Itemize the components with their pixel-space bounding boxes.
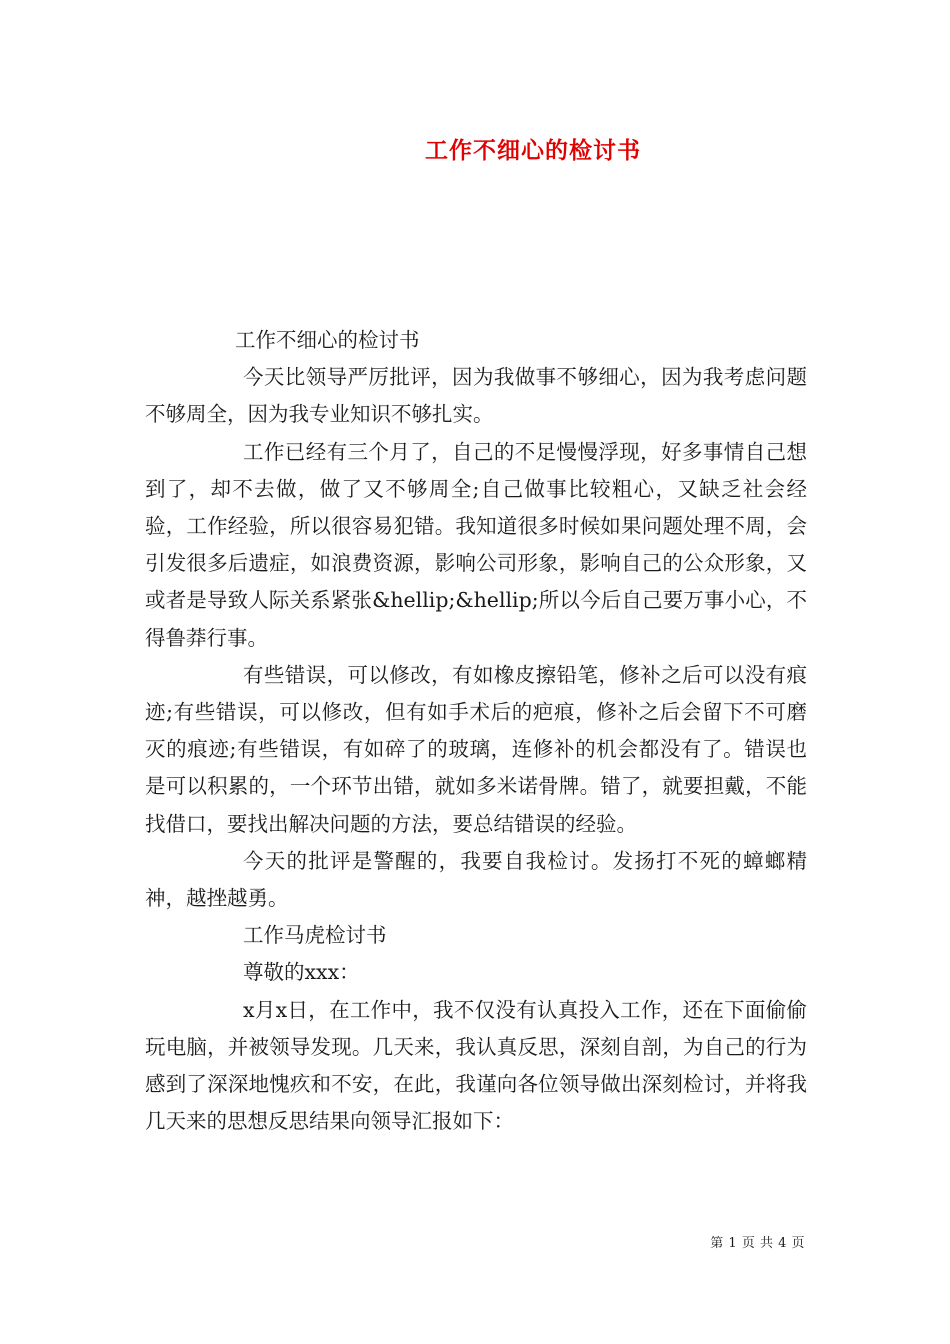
paragraph: x月x日，在工作中，我不仅没有认真投入工作，还在下面偷偷玩电脑，并被领导发现。几天来，我认真反思，深刻自剖，为自己的行为感到了深深地愧疚和不安，在此，我谨向各位领导做出深刻检讨，并将我几天来的思想反思结果向领导汇报如下： <box>145 997 807 1134</box>
paragraph: 有些错误，可以修改，有如橡皮擦铅笔，修补之后可以没有痕迹;有些错误，可以修改，但有如手术后的疤痕，修补之后会留下不可磨灭的痕迹;有些错误，有如碎了的玻璃，连修补的机会都没有了。错误也是可以积累的，一个环节出错，就如多米诺骨牌。错了，就要担戴，不能找借口，要找出解决问题的方法，要总结错误的经验。 <box>145 662 807 836</box>
salutation: 尊敬的xxx： <box>243 960 360 985</box>
paragraph: 工作已经有三个月了，自己的不足慢慢浮现，好多事情自己想到了，却不去做，做了又不够周全;自己做事比较粗心，又缺乏社会经验，工作经验，所以很容易犯错。我知道很多时候如果问题处理不周，会引发很多后遗症，如浪费资源，影响公司形象，影响自己的公众形象，又或者是导致人际关系紧张&hellip;&hellip;所以今后自己要万事小心，不得鲁莽行事。 <box>145 439 807 650</box>
section-heading: 工作不细心的检讨书 <box>235 328 420 352</box>
document-body <box>145 322 807 1140</box>
paragraph: 今天比领导严厉批评，因为我做事不够细心，因为我考虑问题不够周全，因为我专业知识不够扎实。 <box>145 365 807 427</box>
paragraph: 今天的批评是警醒的，我要自我检讨。发扬打不死的蟑螂精神，越挫越勇。 <box>145 848 807 911</box>
document-title: 工作不细心的检讨书 <box>425 137 641 164</box>
page-number: 第 1 页 共 4 页 <box>710 1236 805 1251</box>
subheading: 工作马虎检讨书 <box>243 923 387 948</box>
